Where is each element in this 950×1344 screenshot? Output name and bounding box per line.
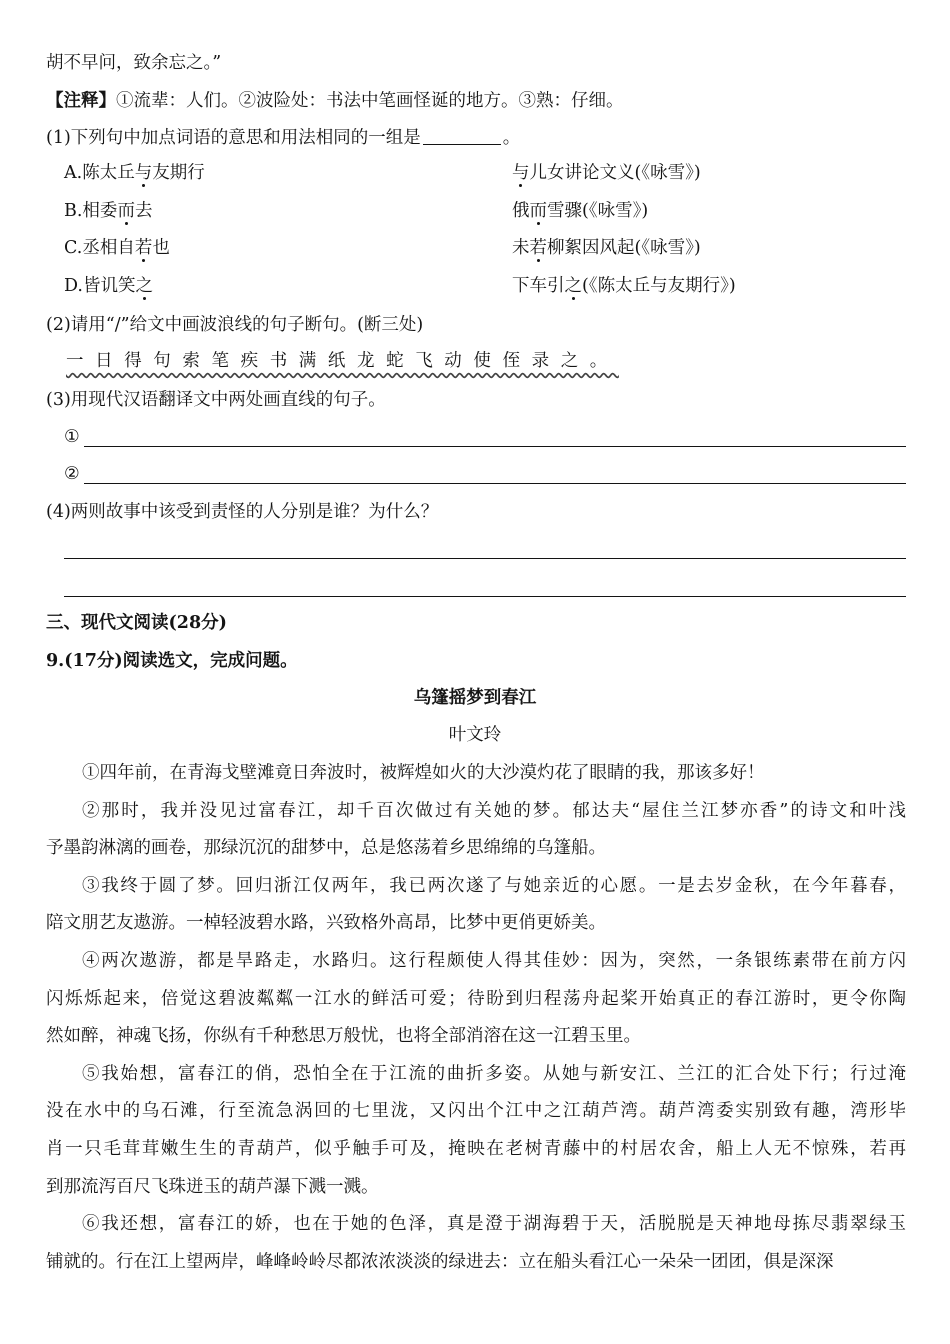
question-2-sentence (66, 348, 906, 374)
intro-end-line: 胡不早问，致余忘之。” (46, 53, 222, 73)
option-d-right (512, 273, 736, 299)
paragraph-5-line-3: 肖一只毛茸茸嫩生生的青葫芦，似乎触手可及，掩映在老树青藤中的村居农舍，船上人无不惊殊，若再 (46, 1139, 906, 1159)
question-9-stem: 9.(17分)阅读选文，完成问题。 (46, 651, 298, 671)
option-text: 友期行 (152, 163, 205, 183)
answer-mark-2: ② (64, 464, 80, 484)
paragraph-4-line-2: 闪烁烁起来，倍觉这碧波粼粼一江水的鲜活可爱；待盼到归程荡舟起桨开始真正的春江游时，更令你陶 (46, 989, 906, 1009)
option-a-right (512, 160, 701, 186)
option-text: 俄 (512, 201, 530, 221)
paragraph-6-line-2: 铺就的。行在江上望两岸，峰峰岭岭尽都浓浓淡淡的绿进去：立在船头看江心一朵朵一团团，俱是深深 (46, 1252, 834, 1272)
paragraph-4-line-3: 然如醉，神魂飞扬，你纵有千种愁思万般忧，也将全部消溶在这一江碧玉里。 (46, 1026, 641, 1046)
dotted-word: 与 (134, 163, 153, 183)
answer-line-2[interactable] (84, 483, 906, 484)
paragraph-5-line-4: 到那流泻百尺飞珠迸玉的葫芦瀑下溅一溅。 (46, 1177, 379, 1197)
answer-line-1[interactable] (84, 446, 906, 447)
dotted-word: 之 (135, 276, 153, 296)
dotted-word: 若 (134, 238, 153, 258)
option-text: 也 (152, 238, 170, 258)
option-c-right (512, 235, 701, 261)
option-text: 雪骤(《咏雪》) (547, 201, 649, 221)
dotted-word: 而 (117, 201, 135, 221)
option-text: 下车引 (512, 276, 565, 296)
paragraph-2-line-2: 予墨韵淋漓的画卷，那绿沉沉的甜梦中，总是悠荡着乡思绵绵的乌篷船。 (46, 838, 606, 858)
paragraph-6-line-1: ⑥我还想，富春江的娇，也在于她的色泽，真是澄于湖海碧于天，活脱脱是天神地母拣尽翡翠绿玉 (82, 1214, 906, 1234)
option-b-right (512, 198, 648, 224)
question-3-stem: (3)用现代汉语翻译文中两处画直线的句子。 (46, 390, 386, 410)
paragraph-5-line-1: ⑤我始想，富春江的俏，恐怕全在于江流的曲折多姿。从她与新安江、兰江的汇合处下行；行过淹 (82, 1064, 906, 1084)
option-c-left (64, 235, 170, 261)
paragraph-5-line-2: 没在水中的乌石滩，行至流急涡回的七里泷，又闪出个江中之江葫芦湾。葫芦湾委实别致有趣，湾形毕 (46, 1101, 906, 1121)
section-3-heading: 三、现代文阅读(28分) (46, 613, 227, 633)
notes-line (46, 88, 906, 114)
paragraph-4-line-1: ④两次遨游，都是旱路走，水路归。这行程颇使人得其佳妙：因为，突然，一条银练素带在前方闪 (82, 951, 906, 971)
dotted-word: 与 (512, 163, 530, 183)
option-text: 儿女讲论文义(《咏雪》) (529, 163, 701, 183)
notes-text: ①流辈：人们。②波险处：书法中笔画怪诞的地方。③熟：仔细。 (116, 91, 624, 111)
option-text: B.相委 (64, 201, 118, 221)
option-b-left (64, 198, 152, 224)
option-text: (《陈太丘与友期行》) (582, 276, 736, 296)
wavy-sentence: 一日得句索笔疾书满纸龙蛇飞动使侄录之。 (66, 351, 619, 371)
paragraph-3-line-2: 陪文朋艺友遨游。一棹轻波碧水路，兴致格外高昂，比梦中更俏更娇美。 (46, 913, 606, 933)
option-text: D.皆讥笑 (64, 276, 136, 296)
dotted-word: 之 (564, 276, 582, 296)
option-a-left (64, 160, 205, 186)
question-2-stem: (2)请用“/”给文中画波浪线的句子断句。(断三处) (46, 315, 424, 335)
paragraph-3-line-1: ③我终于圆了梦。回归浙江仅两年，我已两次遂了与她亲近的心愿。一是去岁金秋，在今年暮春， (82, 876, 906, 896)
option-text: 去 (134, 201, 153, 221)
paragraph-2-line-1: ②那时，我并没见过富春江，却千百次做过有关她的梦。郁达夫“屋住兰江梦亦香”的诗文和叶浅 (82, 801, 906, 821)
answer-blank[interactable] (423, 126, 501, 145)
question-1-stem (46, 125, 906, 151)
question-1-period: 。 (502, 128, 521, 148)
option-text: 柳絮因风起(《咏雪》) (547, 238, 701, 258)
answer-line-3[interactable] (64, 558, 906, 559)
dotted-word: 而 (529, 201, 547, 221)
notes-label: 【注释】 (46, 91, 116, 111)
article-author: 叶文玲 (448, 725, 502, 745)
question-1-text: (1)下列句中加点词语的意思和用法相同的一组是 (46, 128, 421, 148)
answer-mark-1: ① (64, 427, 80, 447)
option-text: A.陈太丘 (64, 163, 135, 183)
article-title: 乌篷摇梦到春江 (413, 688, 537, 708)
paragraph-1-line-1: ①四年前，在青海戈壁滩竟日奔波时，被辉煌如火的大沙漠灼花了眼睛的我，那该多好！ (82, 763, 765, 783)
dotted-word: 若 (529, 238, 547, 258)
answer-line-4[interactable] (64, 596, 906, 597)
option-d-left (64, 273, 153, 299)
option-text: C.丞相自 (64, 238, 135, 258)
option-text: 未 (512, 238, 530, 258)
question-4-stem: (4)两则故事中该受到责怪的人分别是谁？为什么？ (46, 502, 439, 522)
